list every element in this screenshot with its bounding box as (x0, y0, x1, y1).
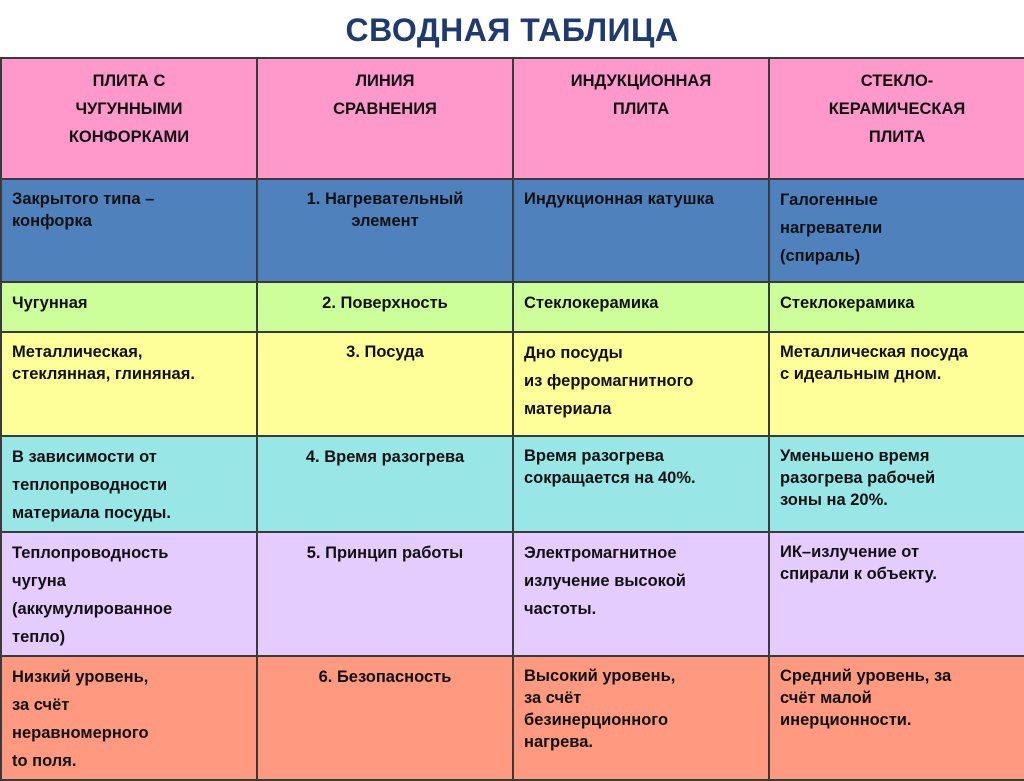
table-cell: Электромагнитное излучение высокой частоты. (513, 532, 769, 656)
table-row-operating-principle (1, 532, 1024, 656)
table-cell: Индукционная катушка (513, 179, 769, 282)
table-cell: Металлическая посуда с идеальным дном. (769, 332, 1024, 436)
header-induction-stove: ИНДУКЦИОННАЯ ПЛИТА (513, 58, 769, 179)
table-row-cookware (1, 332, 1024, 436)
table-cell: Время разогрева сокращается на 40%. (513, 436, 769, 532)
header-comparison-line: ЛИНИЯ СРАВНЕНИЯ (257, 58, 513, 179)
table-row-heating-element (1, 179, 1024, 282)
comparison-table (0, 57, 1024, 781)
table-cell-criterion: 1. Нагревательный элемент (257, 179, 513, 282)
table-cell-criterion: 2. Поверхность (257, 282, 513, 332)
table-cell-criterion: 6. Безопасность (257, 656, 513, 780)
table-row-heating-time (1, 436, 1024, 532)
table-cell-criterion: 3. Посуда (257, 332, 513, 436)
table-cell-criterion: 4. Время разогрева (257, 436, 513, 532)
table-header-row (1, 58, 1024, 179)
table-cell: Уменьшено время разогрева рабочей зоны на 20%. (769, 436, 1024, 532)
table-cell: Закрытого типа – конфорка (1, 179, 257, 282)
table-cell: В зависимости от теплопроводности материала посуды. (1, 436, 257, 532)
header-cast-iron-stove: ПЛИТА С ЧУГУННЫМИ КОНФОРКАМИ (1, 58, 257, 179)
table-cell: Металлическая, стеклянная, глиняная. (1, 332, 257, 436)
table-cell-criterion: 5. Принцип работы (257, 532, 513, 656)
table-cell: Стеклокерамика (769, 282, 1024, 332)
page-title: СВОДНАЯ ТАБЛИЦА (345, 12, 679, 48)
table-cell: Теплопроводность чугуна (аккумулированное тепло) (1, 532, 257, 656)
table-cell: Стеклокерамика (513, 282, 769, 332)
table-row-surface (1, 282, 1024, 332)
table-cell: ИК–излучение от спирали к объекту. (769, 532, 1024, 656)
table-cell: Галогенные нагреватели (спираль) (769, 179, 1024, 282)
table-cell: Дно посуды из ферромагнитного материала (513, 332, 769, 436)
table-row-safety (1, 656, 1024, 780)
table-cell: Низкий уровень, за счёт неравномерного tо поля. (1, 656, 257, 780)
table-cell: Высокий уровень, за счёт безинерционного нагрева. (513, 656, 769, 780)
header-glass-ceramic-stove: СТЕКЛО- КЕРАМИЧЕСКАЯ ПЛИТА (769, 58, 1024, 179)
table-cell: Средний уровень, за счёт малой инерционности. (769, 656, 1024, 780)
table-cell: Чугунная (1, 282, 257, 332)
